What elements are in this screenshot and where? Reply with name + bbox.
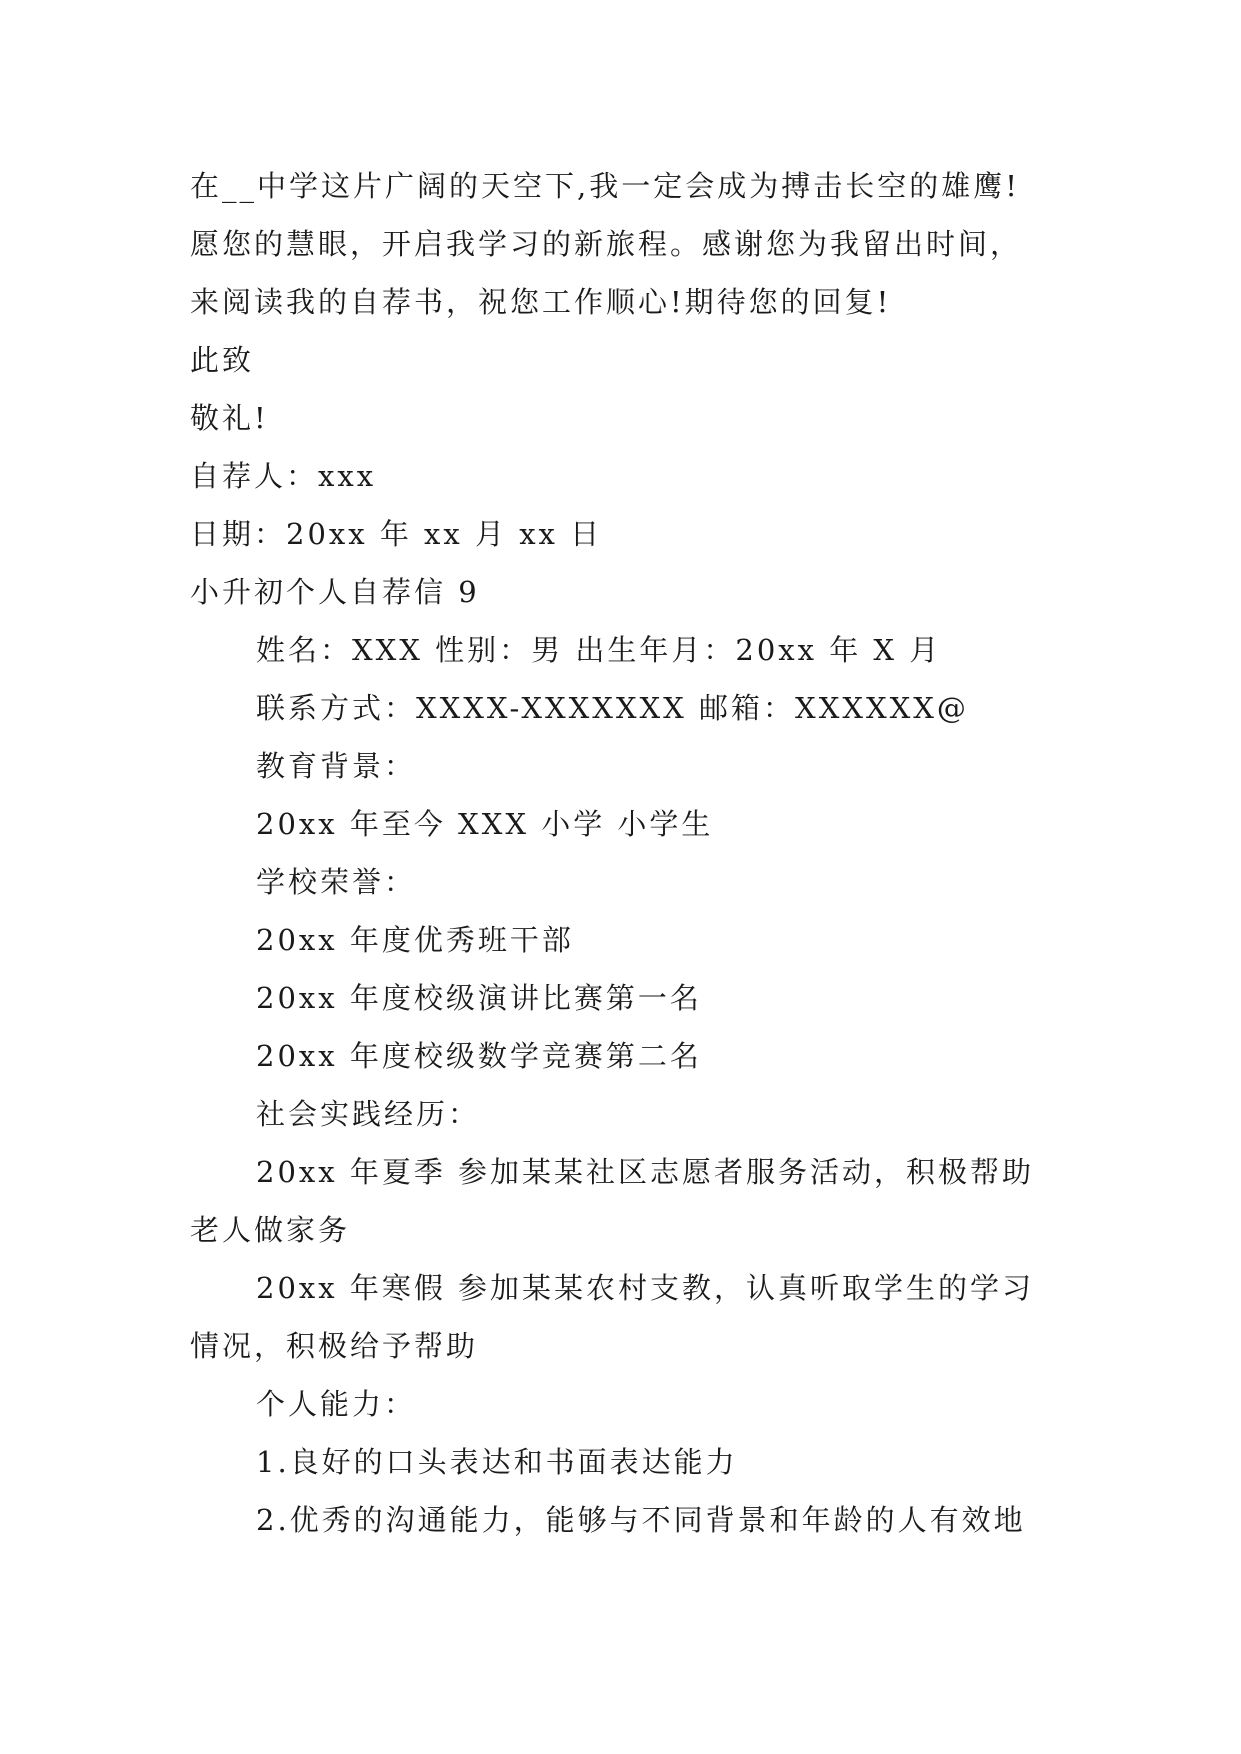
personal-info-line: 姓名：XXX 性别：男 出生年月：20xx 年 X 月 <box>256 633 942 667</box>
closing-regards: 敬礼! <box>190 401 269 435</box>
honors-heading: 学校荣誉： <box>256 865 417 899</box>
paragraph-line: 来阅读我的自荐书，祝您工作顺心!期待您的回复! <box>190 285 892 319</box>
section-title: 小升初个人自荐信 9 <box>190 575 480 609</box>
ability-item: 1.良好的口头表达和书面表达能力 <box>256 1445 738 1479</box>
practice-item: 20xx 年寒假 参加某某农村支教，认真听取学生的学习 <box>256 1271 1035 1305</box>
paragraph-line: 在__中学这片广阔的天空下,我一定会成为搏击长空的雄鹰! <box>190 169 1020 203</box>
practice-heading: 社会实践经历： <box>256 1097 481 1131</box>
ability-heading: 个人能力： <box>256 1387 417 1421</box>
practice-item-continued: 情况，积极给予帮助 <box>190 1329 479 1363</box>
signature-line: 自荐人：xxx <box>190 459 377 493</box>
practice-item: 20xx 年夏季 参加某某社区志愿者服务活动，积极帮助 <box>256 1155 1035 1189</box>
honor-item: 20xx 年度校级数学竞赛第二名 <box>256 1039 702 1073</box>
honor-item: 20xx 年度校级演讲比赛第一名 <box>256 981 702 1015</box>
closing-salutation: 此致 <box>190 343 255 377</box>
education-heading: 教育背景： <box>256 749 417 783</box>
practice-item-continued: 老人做家务 <box>190 1213 351 1247</box>
date-line: 日期：20xx 年 xx 月 xx 日 <box>190 517 603 551</box>
ability-item: 2.优秀的沟通能力，能够与不同背景和年龄的人有效地 <box>256 1503 1026 1537</box>
contact-info-line: 联系方式：XXXX-XXXXXXX 邮箱：XXXXXX@ <box>256 691 969 725</box>
honor-item: 20xx 年度优秀班干部 <box>256 923 574 957</box>
education-item: 20xx 年至今 XXX 小学 小学生 <box>256 807 714 841</box>
paragraph-line: 愿您的慧眼，开启我学习的新旅程。感谢您为我留出时间， <box>190 227 1023 261</box>
